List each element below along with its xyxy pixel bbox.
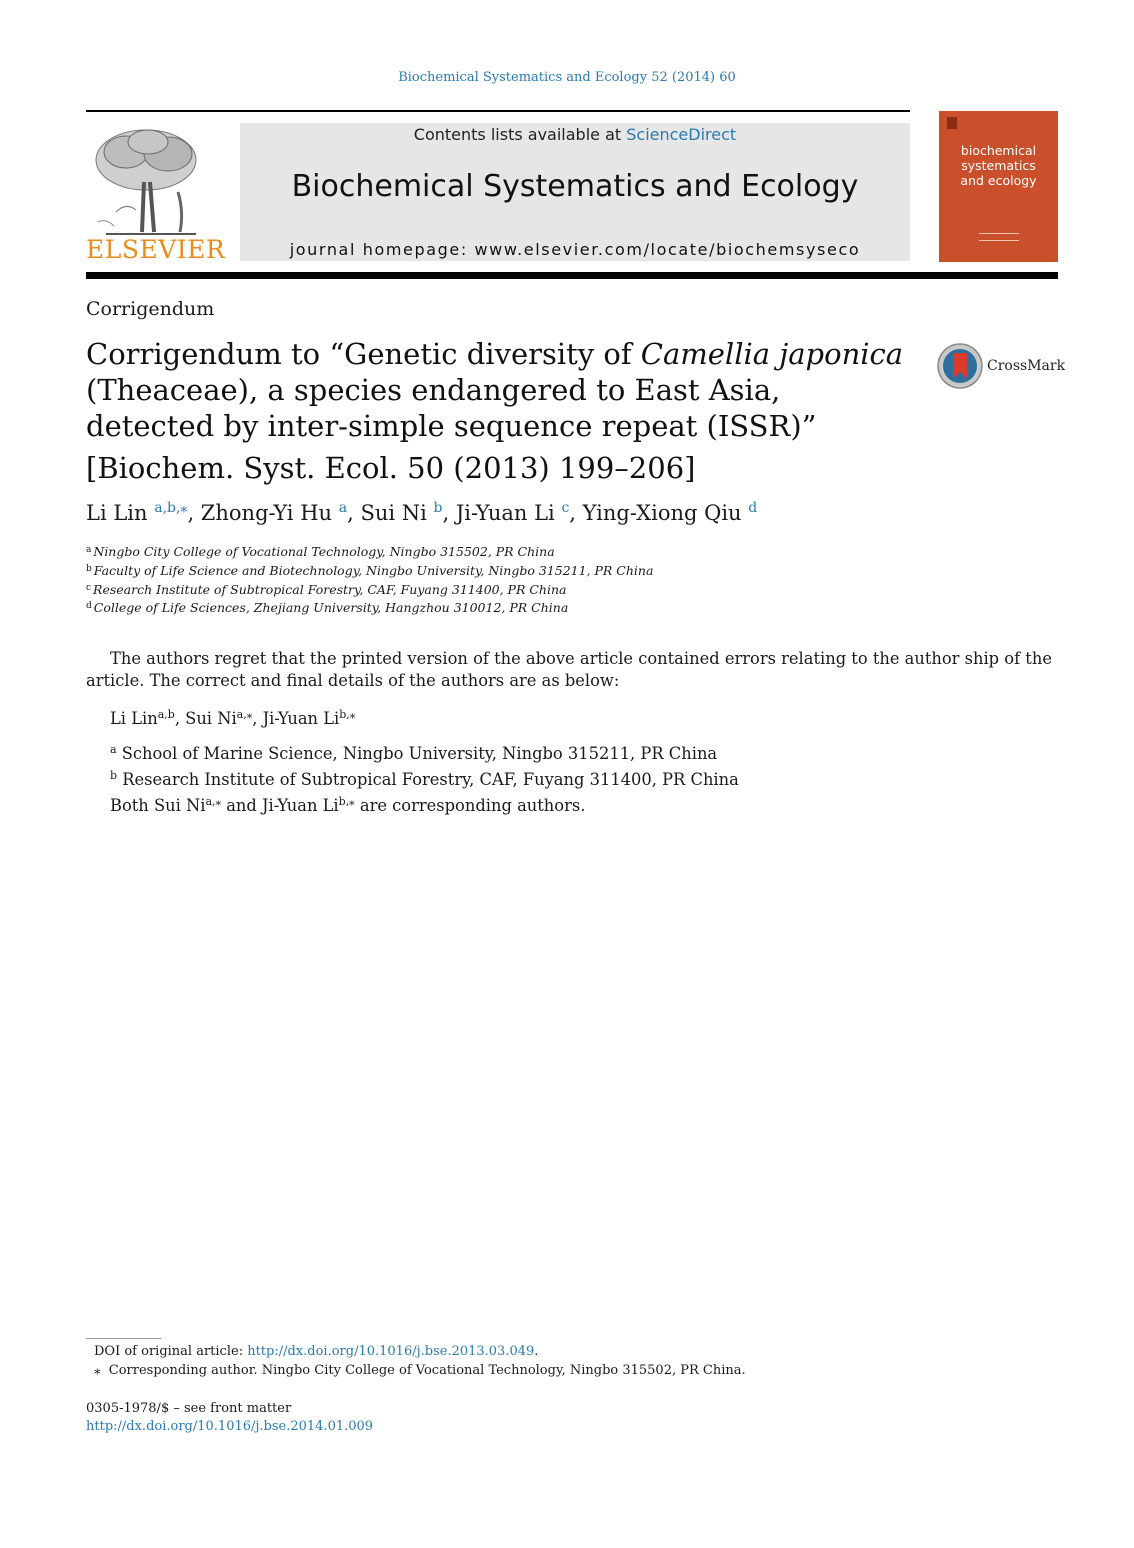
affiliation-text: College of Life Sciences, Zhejiang University, Hangzhou 310012, PR China (93, 600, 569, 616)
original-doi-link[interactable]: http://dx.doi.org/10.1016/j.bse.2013.03.049 (247, 1344, 535, 1359)
author-affiliation-marker[interactable]: a,b,⁎ (154, 500, 188, 516)
journal-header-band (240, 123, 910, 261)
author-separator: , (252, 709, 263, 728)
author-separator: , (347, 501, 361, 525)
corrected-affiliations (110, 739, 739, 817)
journal-title: Biochemical Systematics and Ecology (291, 169, 859, 204)
corrected-affiliation-item (110, 765, 739, 791)
corresponding-statement (110, 791, 739, 817)
cover-title (939, 143, 1058, 188)
cover-title-line: and ecology (960, 173, 1037, 188)
affiliation-list (86, 542, 653, 617)
statement-text: and Ji-Yuan Li (221, 796, 339, 815)
journal-homepage[interactable]: journal homepage: www.elsevier.com/locate/biochemsyseco (289, 240, 861, 259)
contents-prefix: Contents lists available at (413, 125, 627, 144)
elsevier-logo[interactable] (86, 122, 226, 264)
journal-citation[interactable]: Biochemical Systematics and Ecology 52 (2014) 60 (398, 70, 736, 85)
doi-end: . (534, 1344, 539, 1359)
author-affiliation-marker[interactable]: c (561, 500, 570, 516)
article-type: Corrigendum (86, 298, 215, 320)
corresponding-marker: b,⁎ (338, 795, 355, 808)
journal-cover[interactable] (939, 111, 1058, 262)
author-name[interactable]: Ji-Yuan Li (455, 501, 555, 525)
author-name[interactable]: Sui Ni (360, 501, 427, 525)
author-affiliation-marker[interactable]: d (748, 500, 758, 516)
affiliation-text: Ningbo City College of Vocational Technology, Ningbo 315502, PR China (93, 544, 555, 559)
header-top-rule (86, 110, 910, 112)
statement-text: Both Sui Ni (110, 796, 206, 815)
title-part: (Theaceae), a species endangered to East Asia, detected by inter-simple sequence repeat (ISSR)” (86, 373, 817, 443)
header-bottom-rule (86, 272, 1058, 279)
author-separator: , (187, 501, 201, 525)
doi-label: DOI of original article: (94, 1344, 248, 1359)
body-text: The authors regret that the printed version of the above article contained errors relating to the author ship of the article. The correct and final details of the authors are as below: (86, 649, 1052, 690)
footnote-rule (86, 1338, 161, 1339)
author-name[interactable]: Li Lin (86, 501, 148, 525)
crossmark-label: CrossMark (987, 358, 1066, 374)
tree-logo-icon (86, 122, 212, 240)
affiliation-text: Research Institute of Subtropical Forestry, CAF, Fuyang 311400, PR China (93, 581, 567, 597)
corrected-affiliation-item (110, 739, 739, 765)
statement-text: are corresponding authors. (354, 796, 586, 815)
corresponding-marker: a,⁎ (205, 795, 222, 808)
corrected-author-marker: a,⁎ (236, 708, 253, 721)
article-title (86, 336, 916, 486)
affiliation-item (86, 542, 653, 561)
cover-publisher-icon (947, 117, 957, 129)
footnote-text: Corresponding author. Ningbo City College of Vocational Technology, Ningbo 315502, PR China. (108, 1363, 746, 1378)
author-separator: , (569, 501, 583, 525)
cover-title-line: biochemical (960, 143, 1037, 158)
cover-footer-mark (979, 233, 1019, 241)
corrected-author-name: Ji-Yuan Li (262, 709, 340, 728)
corrected-author-marker: b,⁎ (339, 708, 356, 721)
corresponding-footnote (94, 1361, 746, 1380)
doi-footnote (94, 1342, 746, 1361)
footnote-marker: ⁎ (94, 1363, 101, 1378)
front-matter (86, 1400, 373, 1436)
sciencedirect-link[interactable]: ScienceDirect (626, 125, 737, 144)
corrected-author-marker: a,b (157, 708, 175, 721)
author-affiliation-marker[interactable]: a (338, 500, 348, 516)
affiliation-key: c (86, 582, 92, 593)
corrected-author-name: Li Lin (110, 709, 158, 728)
affiliation-item (86, 598, 653, 617)
contents-list-line (240, 125, 910, 144)
elsevier-wordmark: ELSEVIER (86, 235, 226, 264)
affiliation-item (86, 580, 653, 599)
corrected-author-name: Sui Ni (185, 709, 237, 728)
affiliation-item (86, 561, 653, 580)
affiliation-key: a (110, 743, 117, 756)
author-name[interactable]: Ying-Xiong Qiu (582, 501, 742, 525)
cover-title-line: systematics (961, 158, 1036, 173)
footnotes (94, 1342, 746, 1380)
affiliation-text: Faculty of Life Science and Biotechnology, Ningbo University, Ningbo 315211, PR China (93, 562, 654, 578)
crossmark-icon (936, 341, 984, 391)
affiliation-text: Research Institute of Subtropical Forestry, CAF, Fuyang 311400, PR China (117, 770, 739, 789)
author-affiliation-marker[interactable]: b (433, 500, 443, 516)
crossmark-button[interactable] (936, 341, 1066, 391)
affiliation-key: b (110, 769, 118, 782)
title-reference: [Biochem. Syst. Ecol. 50 (2013) 199–206] (86, 451, 696, 485)
author-separator: , (174, 709, 186, 728)
author-name[interactable]: Zhong-Yi Hu (200, 501, 333, 525)
affiliation-text: School of Marine Science, Ningbo University, Ningbo 315211, PR China (116, 744, 718, 763)
title-part: Corrigendum to “Genetic diversity of (86, 337, 641, 371)
corrected-author-list (110, 704, 355, 730)
affiliation-key: a (86, 545, 92, 555)
author-separator: , (442, 501, 456, 525)
issn-line: 0305-1978/$ – see front matter (86, 1401, 292, 1416)
affiliation-key: d (86, 601, 92, 612)
author-list (86, 500, 757, 525)
article-doi-link[interactable]: http://dx.doi.org/10.1016/j.bse.2014.01.009 (86, 1419, 374, 1434)
affiliation-key: b (86, 563, 92, 574)
title-species: Camellia japonica (640, 337, 904, 371)
body-paragraph (86, 648, 1058, 692)
